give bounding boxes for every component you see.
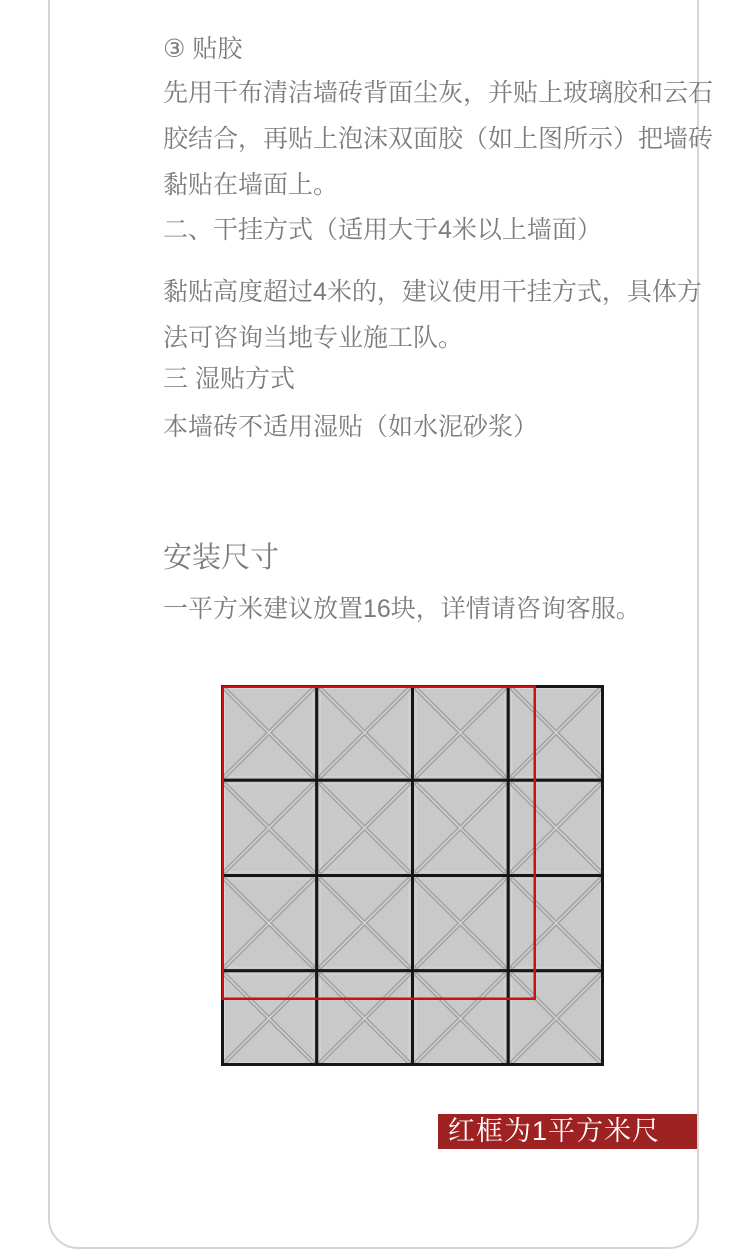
paragraph-dry-hang <box>163 269 702 361</box>
caption-red-frame: 红框为1平方米尺寸 <box>438 1114 697 1149</box>
content-card <box>48 0 714 1249</box>
heading-wet-paste: 三 湿贴方式 <box>163 365 295 393</box>
heading-apply-glue: ③ 贴胶 <box>163 35 243 63</box>
paragraph-line: 先用干布清洁墙砖背面尘灰，并贴上玻璃胶和云石 <box>163 79 714 107</box>
tile-grid-diagram <box>221 685 604 1066</box>
tile-grid-svg <box>221 685 604 1066</box>
paragraph-line: 一平方米建议放置16块，详情请咨询客服。 <box>163 595 641 623</box>
paragraph-line: 胶结合，再贴上泡沫双面胶（如上图所示）把墙砖 <box>163 125 714 153</box>
paragraph-line: 法可咨询当地专业施工队。 <box>163 324 464 352</box>
paragraph-apply-glue <box>163 70 713 208</box>
paragraph-line: 黏贴在墙面上。 <box>163 171 339 199</box>
heading-install-size: 安装尺寸 <box>163 542 280 574</box>
paragraph-wet-paste <box>163 404 538 450</box>
heading-dry-hang: 二、干挂方式（适用大于4米以上墙面） <box>163 216 602 244</box>
paragraph-install-size <box>163 586 641 632</box>
paragraph-line: 本墙砖不适用湿贴（如水泥砂浆） <box>163 413 539 441</box>
paragraph-line: 黏贴高度超过4米的，建议使用干挂方式，具体方 <box>163 278 702 306</box>
